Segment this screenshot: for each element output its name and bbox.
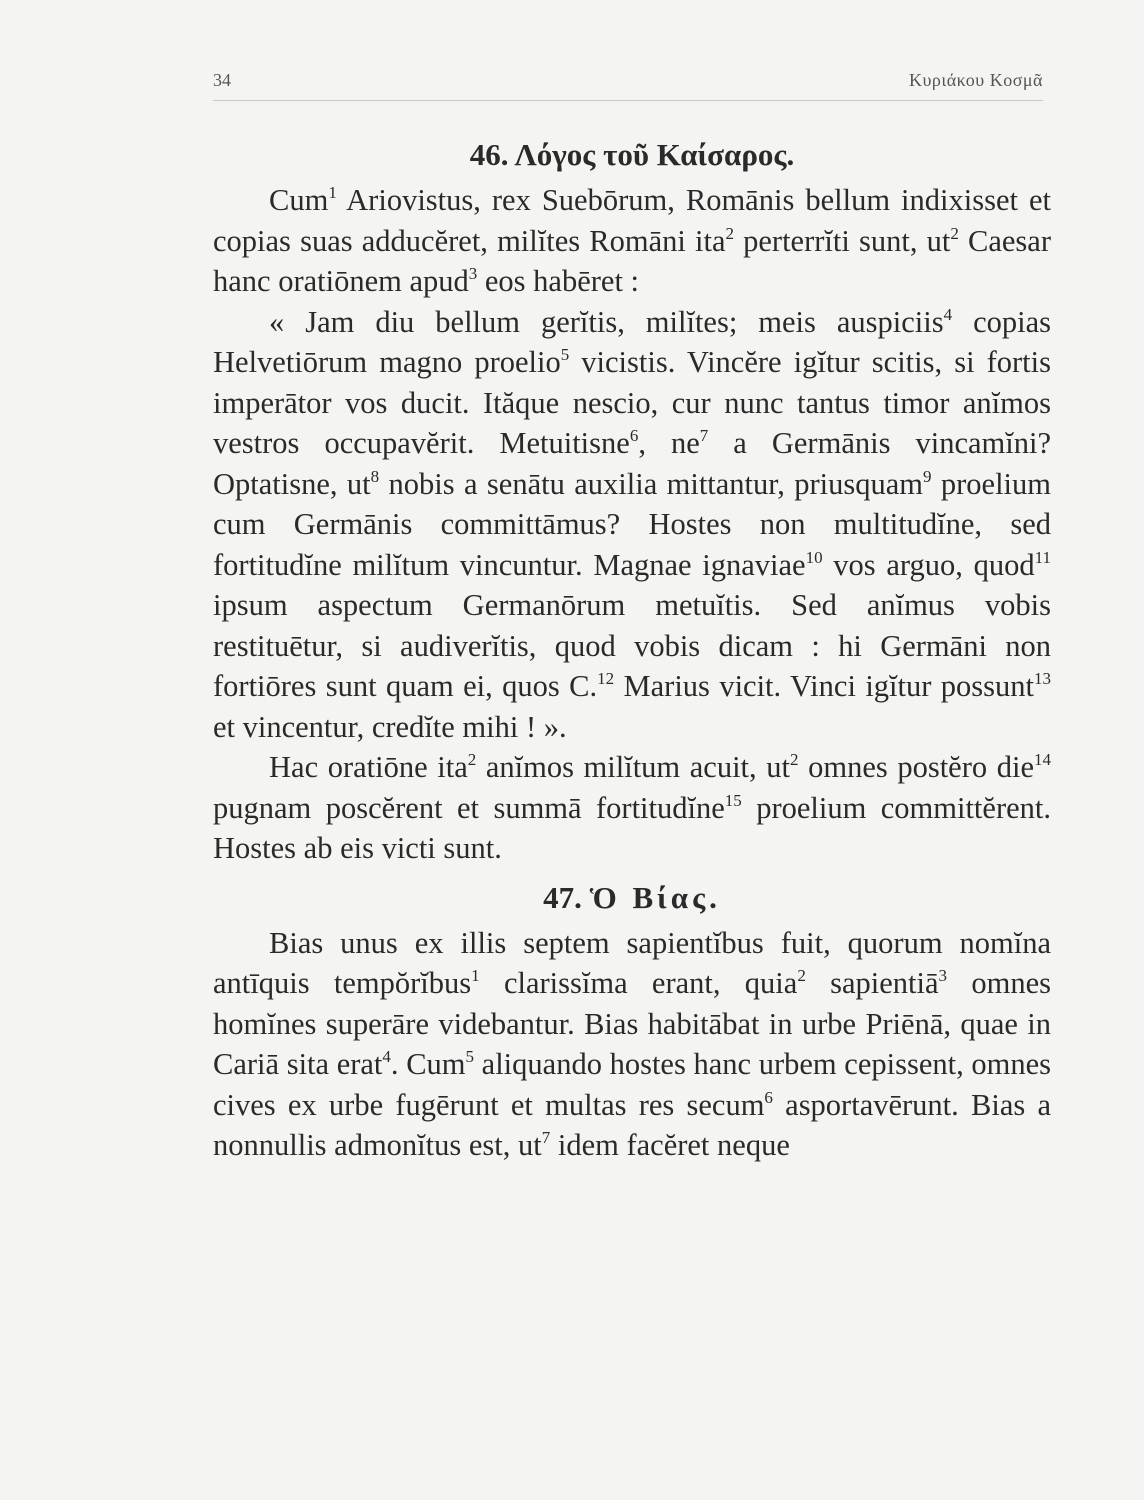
text-run: sapientiā: [805, 966, 939, 1000]
footnote-ref: 4: [943, 304, 953, 324]
text-run: Caesar hanc oratiōnem apud: [213, 223, 1051, 298]
text-run: vos arguo, quod: [822, 547, 1035, 582]
footnote-ref: 3: [938, 966, 948, 985]
footnote-ref: 15: [724, 790, 742, 810]
text-run: Bias unus ex illis septem sapientĭbus fuit, quorum nomĭna antīquis tempŏrĭbus: [213, 925, 1051, 1000]
text-run: asportavērunt. Bias a nonnullis admonĭtus est, ut: [213, 1087, 1051, 1162]
page-number: 34: [213, 70, 231, 90]
footnote-ref: 7: [699, 426, 709, 445]
text-run: nobis a senātu auxilia mittantur, priusquam: [379, 466, 923, 501]
footnote-ref: 8: [370, 466, 380, 486]
footnote-ref: 13: [1034, 669, 1051, 688]
text-run: Marius vicit. Vinci igĭtur possunt: [614, 669, 1034, 703]
footnote-ref: 2: [797, 966, 806, 985]
footnote-ref: 1: [471, 966, 480, 985]
section-46-heading: [213, 130, 1051, 180]
section-46-paragraph-1: [213, 180, 1051, 302]
text-run: et vincentur, credĭte mihi ! ».: [213, 709, 567, 744]
body-text: [213, 130, 1051, 1166]
text-run: pugnam poscĕrent et summā fortitudĭne: [213, 790, 725, 825]
text-run: aliquando hostes hanc urbem cepissent, omnes cives ex urbe fugērunt et multas res secum: [213, 1047, 1051, 1122]
text-run: vicistis. Vincĕre igĭtur scitis, si fortis imperātor vos ducit. Ităque nescio, cur nunc tantus timor anĭmos vestros occupavĕrit. Metuitisne: [213, 345, 1051, 460]
footnote-ref: 1: [328, 183, 337, 202]
text-run: Hac oratiōne ita: [269, 750, 468, 784]
text-run: omnes homĭnes superāre videbantur. Bias habitābat in urbe Priēnā, quae in Cariā sita erat: [213, 966, 1051, 1081]
footnote-ref: 5: [465, 1047, 475, 1066]
text-run: Ariovistus, rex Suebōrum, Romānis bellum indixisset et copias suas adducĕret, milĭtes Romāni ita: [213, 183, 1051, 258]
running-head: [213, 70, 1043, 101]
text-run: « Jam diu bellum gerĭtis, milĭtes; meis auspiciis: [269, 304, 944, 339]
footnote-ref: 3: [468, 264, 478, 283]
text-run: proelium cum Germānis committāmus? Hostes non multitudĭne, sed fortitudĭne milĭtum vincuntur. Magnae ignaviae: [213, 466, 1051, 582]
footnote-ref: 2: [467, 750, 477, 769]
footnote-ref: 2: [789, 750, 799, 769]
section-46-paragraph-2: [213, 302, 1051, 748]
footnote-ref: 6: [629, 426, 639, 445]
footnote-ref: 9: [922, 466, 932, 486]
text-run: perterrĭti sunt, ut: [733, 223, 951, 258]
text-run: omnes postĕro die: [798, 750, 1034, 784]
footnote-ref: 2: [725, 223, 734, 243]
footnote-ref: 10: [805, 547, 823, 567]
section-47-number: 47.: [543, 879, 582, 915]
text-run: eos habēret :: [477, 264, 640, 298]
section-47-title: Ὁ Βίας.: [589, 879, 721, 915]
running-head-author: Κυριάκου Κοσμᾶ: [908, 70, 1043, 90]
text-run: idem facĕret neque: [550, 1128, 790, 1162]
text-run: , ne: [638, 426, 700, 460]
text-run: clarissĭma erant, quia: [479, 966, 798, 1000]
footnote-ref: 6: [764, 1087, 773, 1107]
section-46-title: Λόγος τοῦ Καίσαρος.: [514, 137, 795, 172]
section-47-heading: [213, 873, 1051, 923]
section-46-paragraph-3: [213, 747, 1051, 869]
footnote-ref: 7: [541, 1128, 551, 1147]
text-run: anĭmos milĭtum acuit, ut: [476, 750, 790, 784]
section-46-number: 46.: [469, 137, 509, 172]
text-run: copias Helvetiōrum magno proelio: [213, 304, 1052, 379]
text-run: . Cum: [390, 1047, 466, 1081]
text-run: proelium committĕrent. Hostes ab eis victi sunt.: [213, 790, 1051, 865]
footnote-ref: 2: [950, 223, 959, 243]
section-47-paragraph-1: [213, 923, 1051, 1166]
text-run: a Germānis vincamĭni? Optatisne, ut: [213, 426, 1051, 501]
text-run: ipsum aspectum Germanōrum metuĭtis. Sed anĭmus vobis restituētur, si audiverĭtis, quod vobis dicam : hi Germāni non fortiōres sunt quam ei, quos C.: [213, 588, 1051, 703]
footnote-ref: 11: [1034, 547, 1052, 567]
footnote-ref: 12: [597, 669, 615, 688]
footnote-ref: 14: [1034, 750, 1051, 769]
footnote-ref: 5: [560, 345, 570, 364]
text-run: Cum: [269, 183, 329, 217]
footnote-ref: 4: [382, 1047, 391, 1066]
